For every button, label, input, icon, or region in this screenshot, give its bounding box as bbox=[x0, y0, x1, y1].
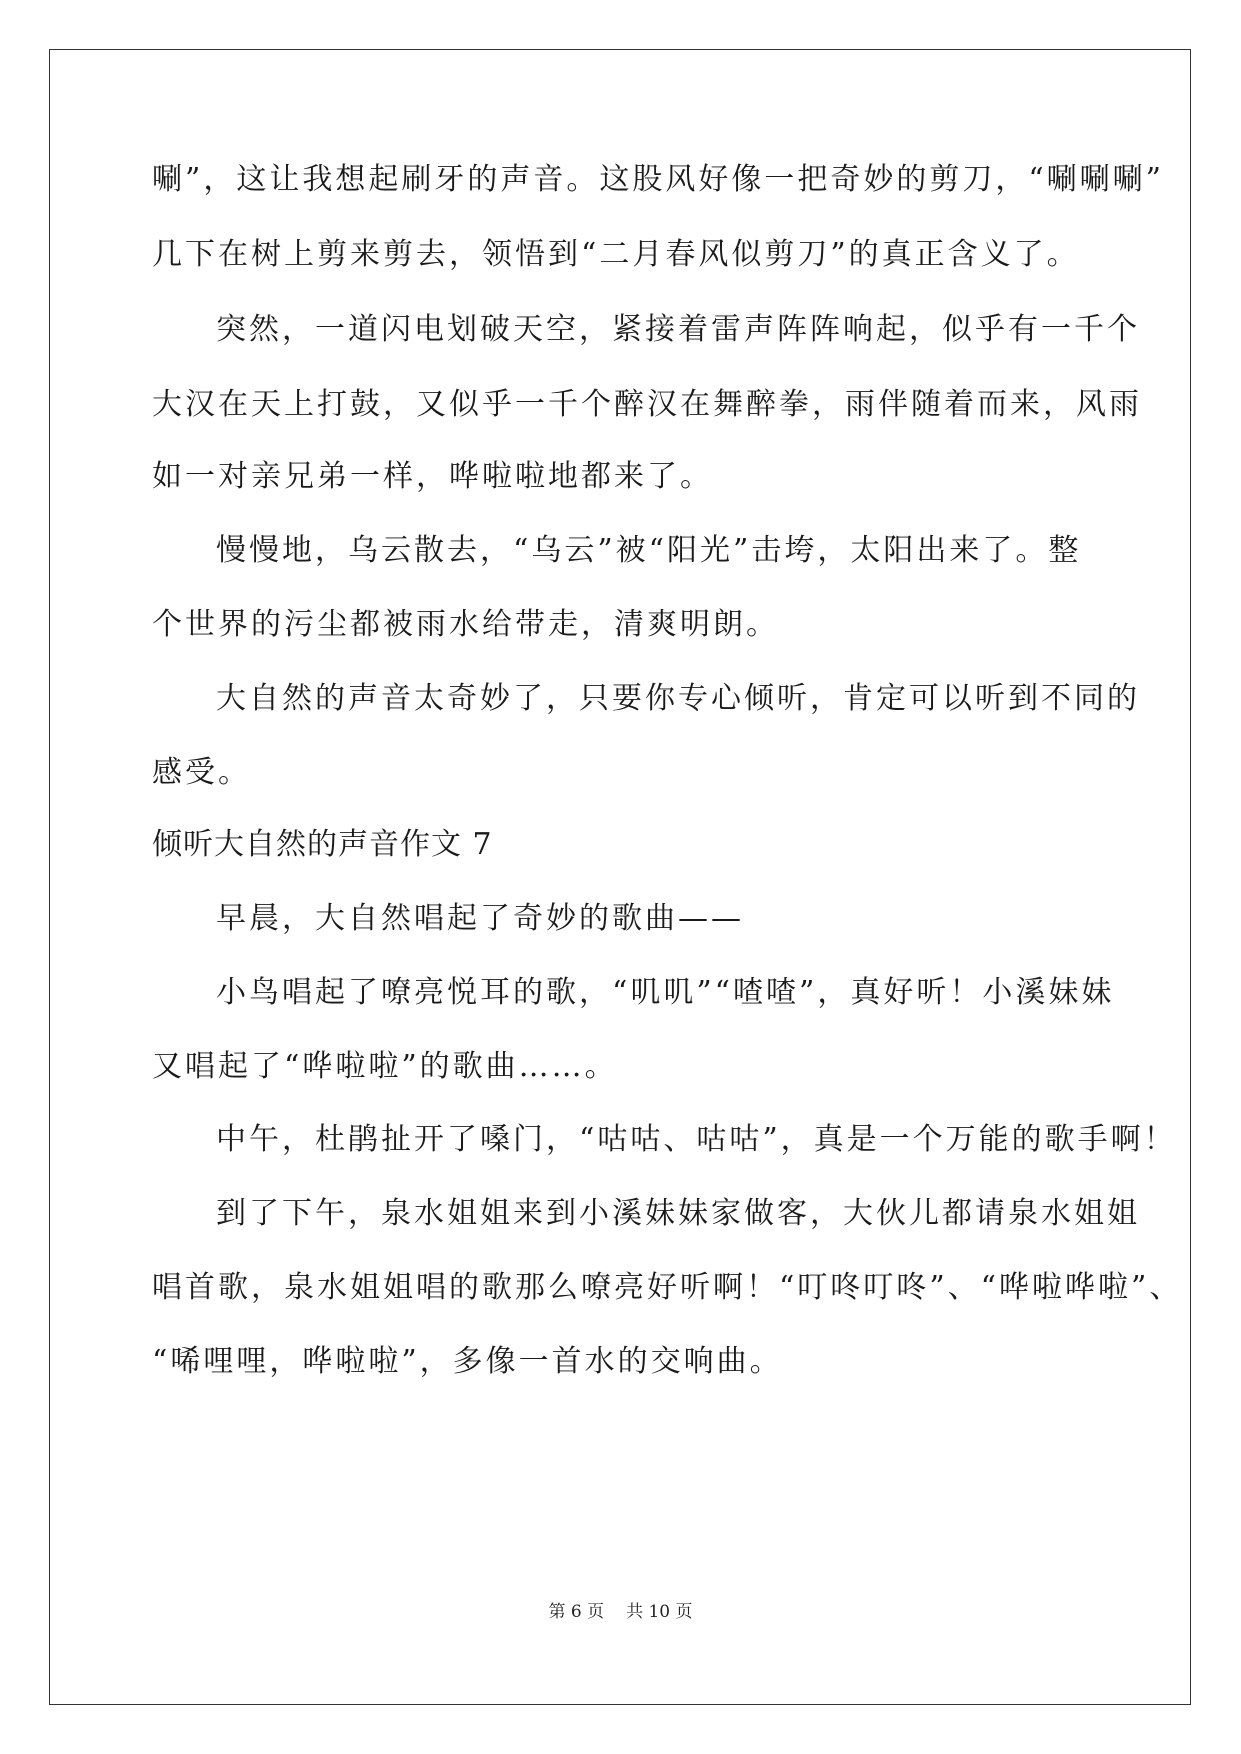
paragraph-start-line: 突然，一道闪电划破天空，紧接着雷声阵阵响起，似乎有一千个 bbox=[216, 312, 1140, 347]
body-line: 大汉在天上打鼓，又似乎一千个醉汉在舞醉拳，雨伴随着而来，风雨 bbox=[152, 387, 1142, 422]
body-line: 又唱起了“哗啦啦”的歌曲……。 bbox=[152, 1049, 618, 1084]
paragraph-start-line: 中午，杜鹃扯开了嗓门，“咕咕、咕咕”，真是一个万能的歌手啊！ bbox=[216, 1122, 1177, 1157]
body-line: 唱首歌，泉水姐姐唱的歌那么嘹亮好听啊！“叮咚叮咚”、“哗啦哗啦”、 bbox=[152, 1270, 1183, 1305]
paragraph-start-line: 慢慢地，乌云散去，“乌云”被“阳光”击垮，太阳出来了。整 bbox=[216, 533, 1082, 568]
page-total: 共 10 页 bbox=[626, 1602, 693, 1622]
page-border bbox=[49, 49, 1191, 1705]
paragraph-start-line: 早晨，大自然唱起了奇妙的歌曲—— bbox=[216, 901, 744, 936]
paragraph-start-line: 到了下午，泉水姐姐来到小溪妹妹家做客，大伙儿都请泉水姐姐 bbox=[216, 1196, 1140, 1231]
page-footer bbox=[0, 1600, 1241, 1624]
body-line: 唰”，这让我想起刷牙的声音。这股风好像一把奇妙的剪刀，“唰唰唰” bbox=[152, 162, 1165, 197]
body-line: 感受。 bbox=[152, 755, 251, 790]
paragraph-start-line: 大自然的声音太奇妙了，只要你专心倾听，肯定可以听到不同的 bbox=[216, 681, 1140, 716]
section-heading: 倾听大自然的声音作文 7 bbox=[152, 827, 493, 862]
body-line: 几下在树上剪来剪去，领悟到“二月春风似剪刀”的真正含义了。 bbox=[152, 237, 1080, 272]
paragraph-start-line: 小鸟唱起了嘹亮悦耳的歌，“叽叽”“喳喳”，真好听！小溪妹妹 bbox=[216, 975, 1115, 1010]
body-line: 如一对亲兄弟一样，哗啦啦地都来了。 bbox=[152, 459, 713, 494]
body-line: “唏哩哩，哗啦啦”，多像一首水的交响曲。 bbox=[152, 1344, 783, 1379]
body-line: 个世界的污尘都被雨水给带走，清爽明朗。 bbox=[152, 607, 779, 642]
page-number: 第 6 页 bbox=[548, 1602, 605, 1622]
